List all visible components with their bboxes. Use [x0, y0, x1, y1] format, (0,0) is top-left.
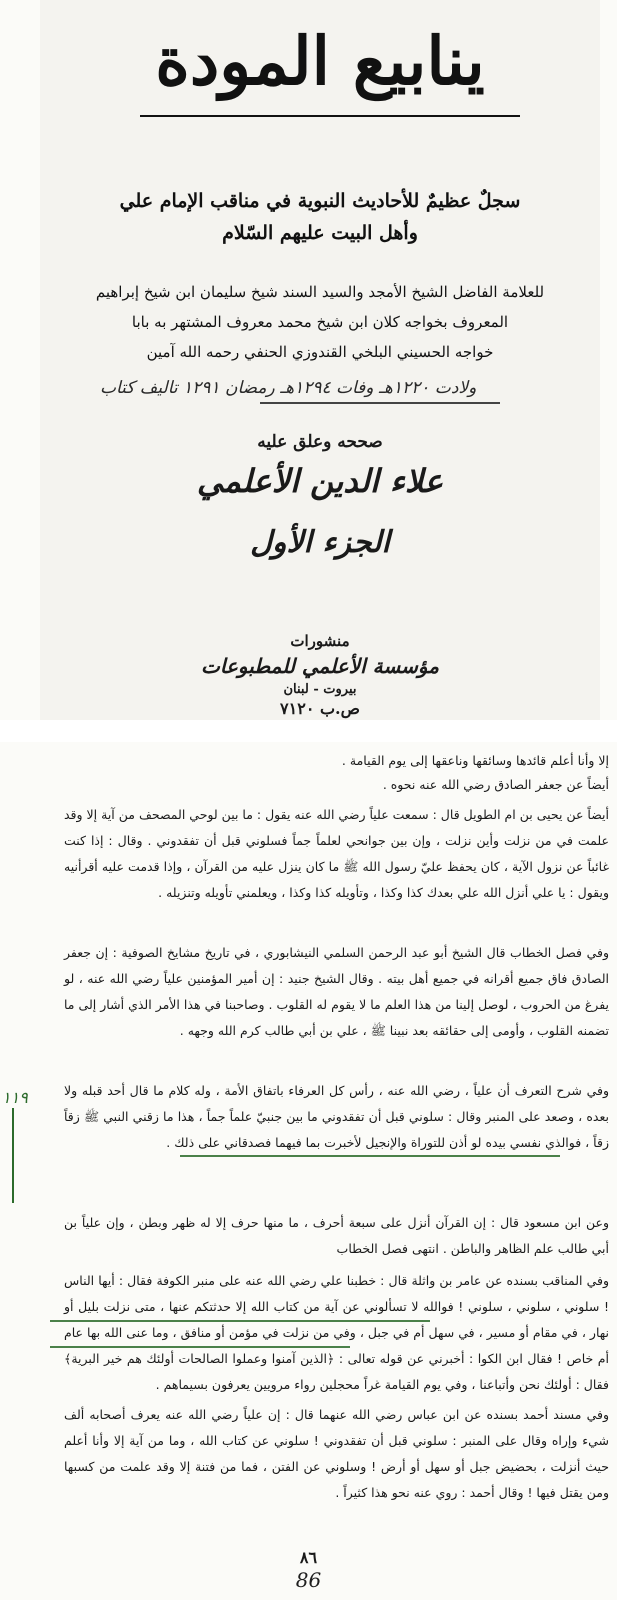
margin-bracket [12, 1108, 14, 1203]
subtitle-line-2: وأهل البيت عليهم السّلام [222, 222, 418, 244]
margin-note-number: ١١٩ [2, 1088, 28, 1107]
editor-credit: صححه وعلق عليه [257, 432, 383, 452]
paragraph-3: أيضاً عن يحيى بن ام الطويل قال : سمعت علياً رضي الله عنه يقول : ما بين لوحي المصحف من آية إلا وقد علمت في من نزلت وأين نزلت ، وإن بين جوانحي لعلماً جماً فسلوني قبل أن تفقدوني . وقال : إذا كنت غائباً عن نزول الآية ، كان يحفظ عليّ رسول الله ﷺ ما كان ينزل عليه من القرآن ، وإذا قدمت عليه أقرأنيه ويقول : يا علي أنزل الله علي بعدك كذا وكذا ، وتأويله كذا وكذا ، ويعلمني تأويله وتنزيله . [64, 807, 609, 900]
editor-name: علاء الدين الأعلمي [196, 462, 444, 500]
publisher-city: بيروت - لبنان [283, 682, 357, 697]
ink-underline-2 [50, 1320, 430, 1322]
paragraph-7: وفي المناقب بسنده عن عامر بن واثلة قال : خطبنا علي رضي الله عنه على منبر الكوفة فقال : أيها الناس ! سلوني ، سلوني ، سلوني ! فوالله لا تسألوني عن آية من كتاب الله إلا حدثتكم عنها ، متى نزلت بليل أو نهار ، في مقام أو مسير ، في سهل أم في جبل ، وفي من نزلت في مؤمن أو منافق ، وما عنى الله بها عام أم خاص ! فقال ابن الكوا : أخبرني عن قوله تعالى : ﴿الذين آمنوا وعملوا الصالحات أولئك هم خير البرية﴾ فقال : أولئك نحن وأتباعنا ، وفي يوم القيامة غراً محجلين رواء مرويين يعرفون بسيماهم . [64, 1273, 609, 1392]
handwritten-dates-note: ولادت ١٢٢٠هـ وفات ١٢٩٤هـ رمضان ١٢٩١ تاليف كتاب [100, 378, 477, 398]
author-line-3: خواجه الحسيني البلخي القندوزي الحنفي رحمه الله آمين [146, 343, 494, 361]
volume-label: الجزء الأول [250, 525, 390, 560]
paragraph-8: وفي مسند أحمد بسنده عن ابن عباس رضي الله عنهما قال : إن علياً رضي الله عنه يعرف أصحابه ألف شيء وإراه وقال على المنبر : سلوني قبل أن تفقدوني ! سلوني عن كتاب الله ، وما من آية إلا وأنا أعلم حيث أنزلت ، بحضيض جبل أو سهل أو أرض ! وسلوني عن الفتن ، فما من فتنة إلا وقد علمت من كسبها ومن يقتل فيها ! وقال أحمد : روي عنه نحو هذا كثيراً . [64, 1407, 609, 1500]
publisher-pobox: ص.ب ٧١٢٠ [280, 699, 360, 718]
publisher-name: مؤسسة الأعلمي للمطبوعات [201, 654, 439, 678]
publisher-label: منشورات [290, 632, 350, 650]
paragraph-2: أيضاً عن جعفر الصادق رضي الله عنه نحوه . [382, 777, 609, 792]
title-underline [140, 115, 520, 117]
publisher-block [190, 632, 450, 718]
ink-underline-3 [50, 1346, 350, 1348]
paragraph-5: وفي شرح التعرف أن علياً ، رضي الله عنه ، رأس كل العرفاء باتفاق الأمة ، وله كلام ما قال أحد قبله ولا بعده ، وصعد على المنبر وقال : سلوني قبل أن تفقدوني ما بين جنبيّ علماً جماً ، هذا ما زقني النبي ﷺ زقاً زقاً ، فوالذي نفسي بيده لو أذن للتوراة والإنجيل لأخبرت بما فيهما فصدقاني على ذلك . [64, 1083, 609, 1150]
book-title: ينابيع المودة [155, 22, 485, 100]
page-number-printed: ٨٦ [299, 1548, 318, 1567]
handwritten-underline [260, 402, 500, 404]
paragraph-1: إلا وأنا أعلم قائدها وسائقها وناعقها إلى يوم القيامة . [341, 753, 609, 768]
title-page [40, 0, 600, 720]
author-line-1: للعلامة الفاضل الشيخ الأمجد والسيد السند شيخ سليمان ابن شيخ إبراهيم [95, 283, 545, 301]
page-number-handwritten: 86 [295, 1568, 322, 1592]
subtitle-line-1: سجلٌ عظيمٌ للأحاديث النبوية في مناقب الإمام علي [119, 190, 521, 212]
paragraph-4: وفي فصل الخطاب قال الشيخ أبو عبد الرحمن السلمي النيشابوري ، في تاريخ مشايخ الصوفية : إن جعفر الصادق فاق جميع أقرانه في جميع أهل بيته . وقال الشيخ جنيد : إن أمير المؤمنين علياً رضي الله عنه ، لو يفرغ من الحروب ، لوصل إلينا من هذا العلم ما لا يقوم له القلوب . وصاحبنا في هذا الأمر الذي أشار إلى ما تضمنه القلوب ، وأومى إلى حقائقه بعد نبينا ﷺ ، علي بن أبي طالب كرم الله وجهه . [64, 945, 609, 1038]
margin-note [2, 1088, 28, 1208]
paragraph-6: وعن ابن مسعود قال : إن القرآن أنزل على سبعة أحرف ، ما منها حرف إلا له ظهر وبطن ، وإن علياً بن أبي طالب علم الظاهر والباطن . انتهى فصل الخطاب [64, 1215, 609, 1256]
ink-underline-1 [180, 1155, 560, 1157]
author-line-2: المعروف بخواجه كلان ابن شيخ محمد معروف المشتهر به بابا [131, 313, 509, 331]
page-divider [0, 720, 617, 742]
